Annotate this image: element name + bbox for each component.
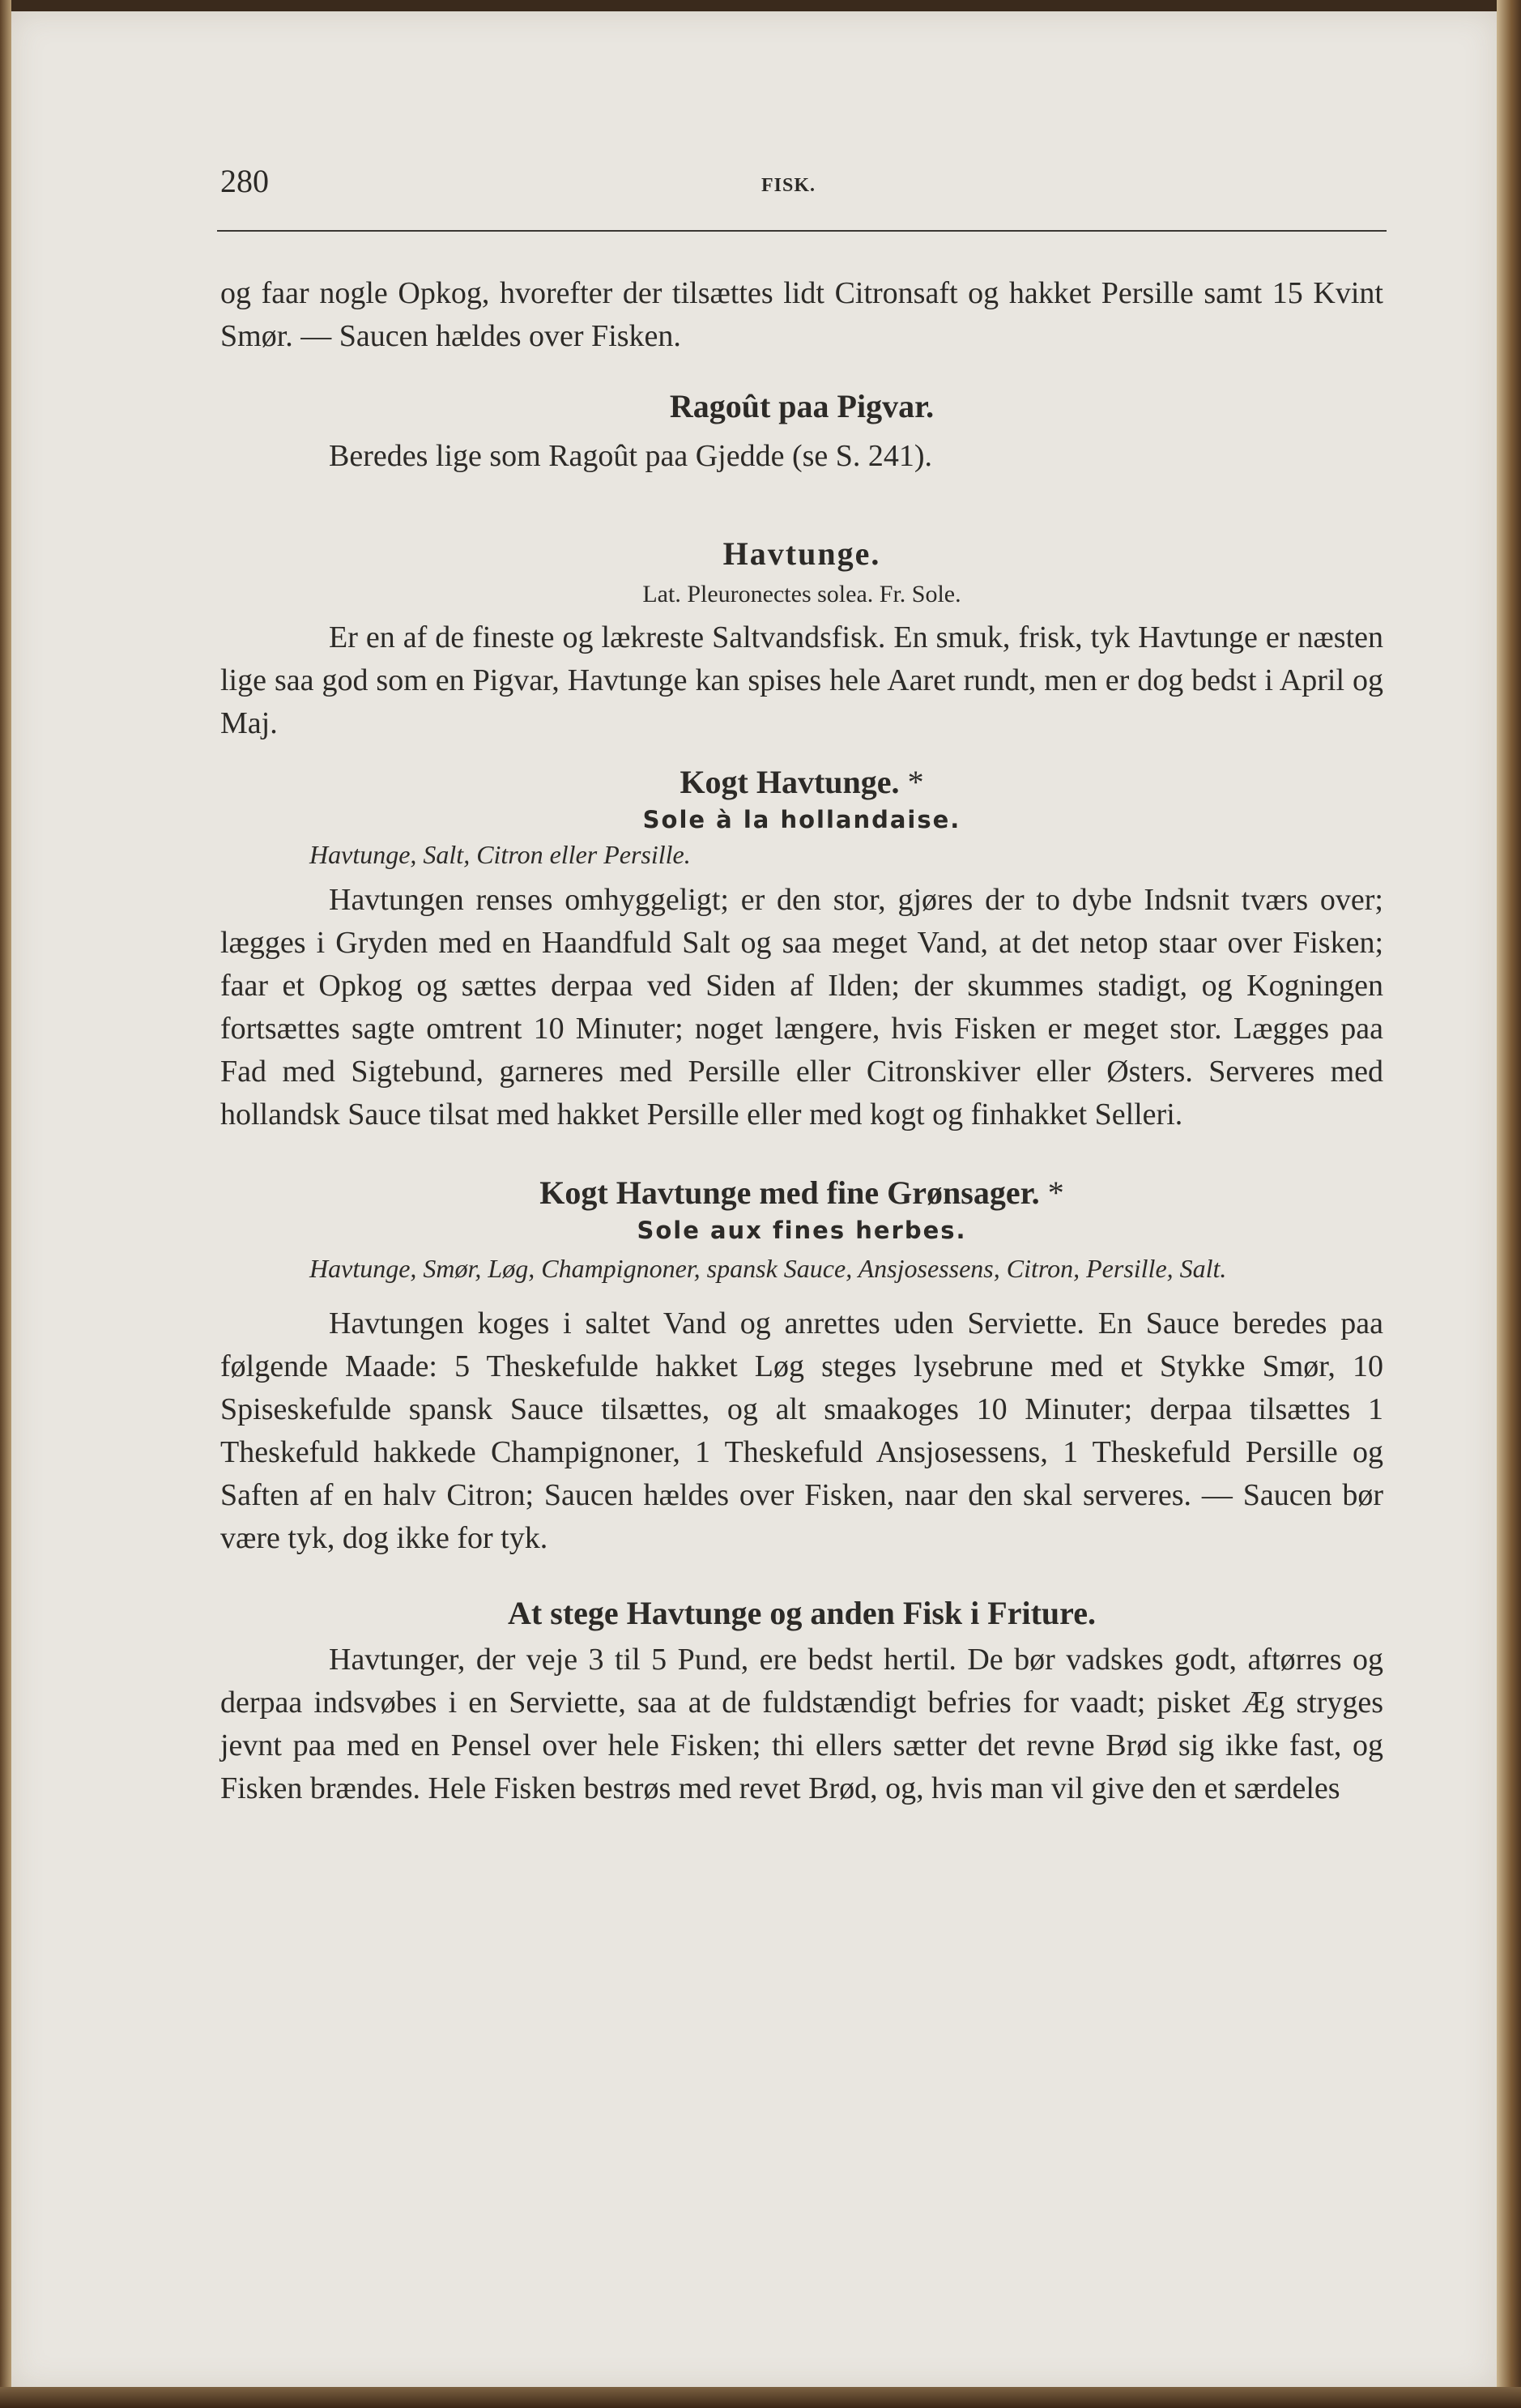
ingredients-list: Havtunge, Smør, Løg, Champignoner, spansk Sauce, Ansjosessens, Citron, Persille, Salt.	[309, 1254, 1227, 1283]
running-head: FISK.	[761, 175, 816, 196]
book-edge-left	[0, 0, 11, 2408]
recipe-title-kogt-fine	[220, 1174, 1383, 1212]
book-spine	[1497, 0, 1521, 2408]
page-content	[220, 162, 1383, 1810]
ingredients-list: Havtunge, Salt, Citron eller Persille.	[309, 840, 691, 869]
french-name: Sole aux fines herbes.	[637, 1217, 967, 1244]
recipe-title-text: Kogt Havtunge med fine Grønsager.	[539, 1174, 1040, 1211]
header-rule	[217, 230, 1387, 232]
section-title-havtunge: Havtunge.	[722, 535, 881, 572]
recipe-title-ragout: Ragoût paa Pigvar.	[669, 388, 935, 424]
ragout-paragraph: Beredes lige som Ragoût paa Gjedde (se S. 241).	[329, 439, 933, 473]
intro-paragraph: og faar nogle Opkog, hvorefter der tilsættes lidt Citronsaft og hakket Persille samt 15 Kvint Smør. — Saucen hældes over Fisken.	[220, 276, 1383, 353]
recipe-title-text: Kogt Havtunge.	[680, 764, 900, 800]
latin-name: Lat. Pleuronectes solea. Fr. Sole.	[642, 581, 961, 607]
recipe-title-kogt-havtunge	[220, 763, 1383, 801]
french-name: Sole à la hollandaise.	[642, 806, 961, 833]
recipe-title-stege: At stege Havtunge og anden Fisk i Friture.	[508, 1595, 1096, 1631]
page-number: 280	[220, 163, 269, 199]
star-mark: *	[907, 764, 924, 800]
havtunge-paragraph: Er en af de fineste og lækreste Saltvandsfisk. En smuk, frisk, tyk Havtunge er næsten lige saa god som en Pigvar, Havtunge kan spises hele Aaret rundt, men er dog bedst i April og Maj.	[220, 620, 1383, 740]
kogt-paragraph: Havtungen renses omhyggeligt; er den stor, gjøres der to dybe Indsnit tværs over; lægges i Gryden med en Haandfuld Salt og saa meget Vand, at det netop staar over Fisken; faar et Opkog og sættes derpaa ved Siden af Ilden; der skummes stadigt, og Kogningen fortsættes sagte omtrent 10 Minuter; noget længere, hvis Fisken er meget stor. Lægges paa Fad med Sigtebund, garneres med Persille eller Citronskiver eller Østers. Serveres med hollandsk Sauce tilsat med hakket Persille eller med kogt og finhakket Selleri.	[220, 883, 1383, 1132]
kogt-fine-paragraph: Havtungen koges i saltet Vand og anrettes uden Serviette. En Sauce beredes paa følgende Maade: 5 Theskefulde hakket Løg steges lysebrune med et Stykke Smør, 10 Spiseskefulde spansk Sauce tilsættes, og alt smaakoges 10 Minuter; derpaa tilsættes 1 Theskefuld hakkede Champignoner, 1 Theskefuld Ansjosessens, 1 Theskefuld Persille og Saften af en halv Citron; Saucen hældes over Fisken, naar den skal serveres. — Saucen bør være tyk, dog ikke for tyk.	[220, 1306, 1383, 1555]
stege-paragraph: Havtunger, der veje 3 til 5 Pund, ere bedst hertil. De bør vadskes godt, aftørres og derpaa indsvøbes i en Serviette, saa at de fuldstændigt befries for vaadt; pisket Æg stryges jevnt paa med en Pensel over hele Fisken; thi ellers sætter det revne Brød sig ikke fast, og Fisken brændes. Hele Fisken bestrøs med revet Brød, og, hvis man vil give den et særdeles	[220, 1643, 1383, 1805]
star-mark: *	[1047, 1174, 1064, 1211]
book-edge-bottom	[0, 2387, 1521, 2408]
page-header	[220, 162, 1383, 212]
